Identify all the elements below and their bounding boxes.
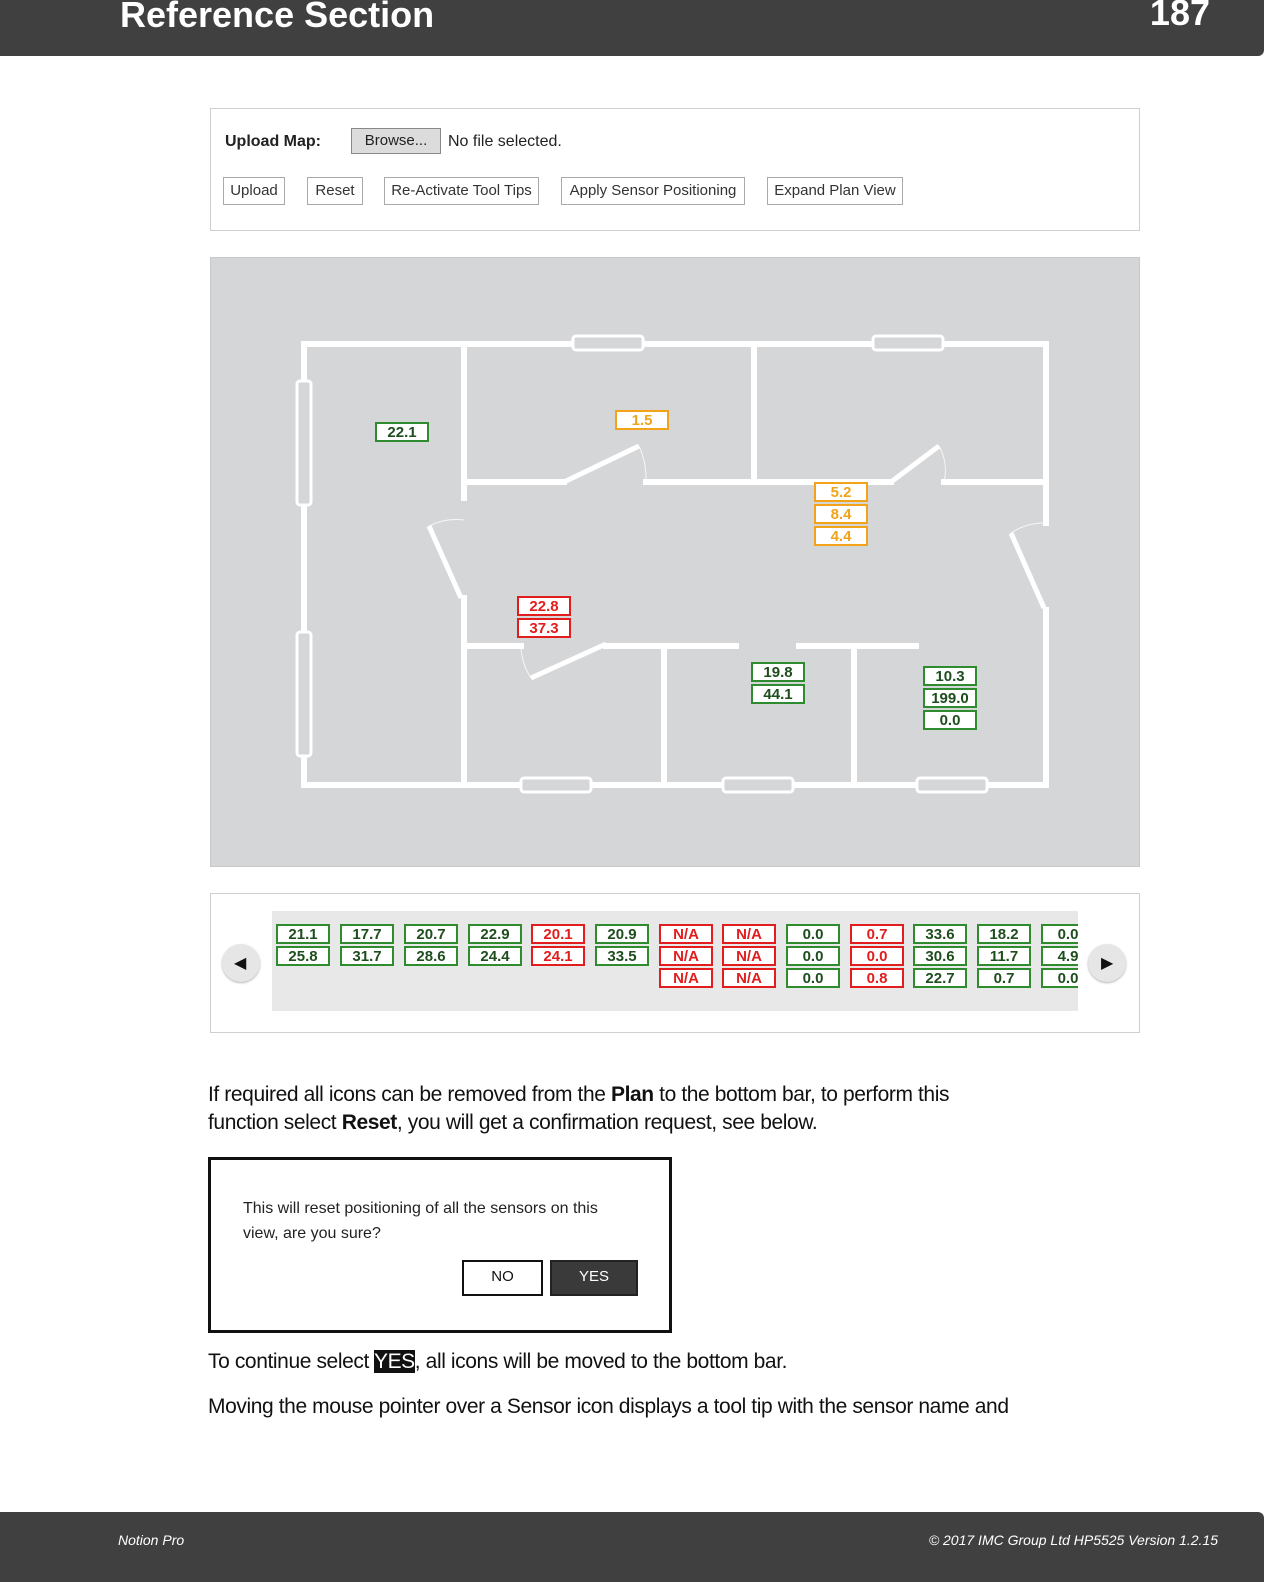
page-footer bbox=[0, 1512, 1264, 1582]
reset-button[interactable]: Reset bbox=[307, 177, 363, 205]
sensor-value: 11.7 bbox=[977, 946, 1031, 966]
bar-sensor[interactable] bbox=[595, 924, 649, 968]
sensor-value: 37.3 bbox=[517, 618, 571, 638]
paragraph-reset-1: If required all icons can be removed from the Plan to the bottom bar, to perform this bbox=[208, 1083, 950, 1106]
plan-sensor[interactable] bbox=[751, 662, 805, 706]
scroll-left-button[interactable] bbox=[222, 944, 260, 982]
sensor-value: N/A bbox=[722, 924, 776, 944]
scroll-right-button[interactable] bbox=[1088, 944, 1126, 982]
upload-map-label: Upload Map: bbox=[225, 133, 321, 150]
sensor-value: 20.9 bbox=[595, 924, 649, 944]
paragraph-reset-2: function select Reset, you will get a confirmation request, see below. bbox=[208, 1111, 818, 1134]
sensor-value: 22.8 bbox=[517, 596, 571, 616]
sensor-value: 1.5 bbox=[615, 410, 669, 430]
sensor-value: 0.0 bbox=[786, 924, 840, 944]
left-arrow-icon: ◀ bbox=[234, 955, 247, 972]
sensor-value: 25.8 bbox=[276, 946, 330, 966]
page-header bbox=[0, 0, 1264, 56]
sensor-value: 0.0 bbox=[850, 946, 904, 966]
sensor-value: 0.7 bbox=[977, 968, 1031, 988]
sensor-value: 0.8 bbox=[850, 968, 904, 988]
no-button[interactable]: NO bbox=[462, 1260, 543, 1296]
bar-sensor[interactable] bbox=[276, 924, 330, 968]
sensor-value: N/A bbox=[722, 968, 776, 988]
plan-sensor[interactable] bbox=[615, 410, 669, 432]
sensor-value: 33.6 bbox=[913, 924, 967, 944]
sensor-value: 4.9 bbox=[1041, 946, 1078, 966]
sensor-value: 22.1 bbox=[375, 422, 429, 442]
sensor-value: 0.0 bbox=[786, 968, 840, 988]
sensor-value: 33.5 bbox=[595, 946, 649, 966]
bar-sensor[interactable] bbox=[913, 924, 967, 990]
sensor-value: 21.1 bbox=[276, 924, 330, 944]
section-title: Reference Section bbox=[120, 0, 435, 35]
bar-sensor[interactable] bbox=[977, 924, 1031, 990]
sensor-bottom-bar bbox=[210, 893, 1140, 1033]
bar-sensor[interactable] bbox=[850, 924, 904, 990]
footer-product: Notion Pro bbox=[118, 1532, 185, 1548]
upload-map-panel bbox=[210, 108, 1140, 231]
sensor-value: 0.0 bbox=[786, 946, 840, 966]
sensor-value: N/A bbox=[659, 968, 713, 988]
sensor-value: 30.6 bbox=[913, 946, 967, 966]
sensor-value: N/A bbox=[722, 946, 776, 966]
plan-sensor[interactable] bbox=[517, 596, 571, 640]
bar-sensor[interactable] bbox=[786, 924, 840, 990]
sensor-value: 20.7 bbox=[404, 924, 458, 944]
sensor-strip bbox=[272, 911, 1078, 1011]
sensor-value: 24.4 bbox=[468, 946, 522, 966]
sensor-value: 10.3 bbox=[923, 666, 977, 686]
right-arrow-icon: ▶ bbox=[1101, 955, 1114, 972]
sensor-value: 17.7 bbox=[340, 924, 394, 944]
plan-sensor[interactable] bbox=[923, 666, 977, 732]
plan-sensor[interactable] bbox=[814, 482, 868, 548]
plan-sensor[interactable] bbox=[375, 422, 429, 444]
apply-sensor-positioning-button[interactable]: Apply Sensor Positioning bbox=[561, 177, 745, 205]
sensor-value: N/A bbox=[659, 924, 713, 944]
reset-confirmation-dialog bbox=[208, 1157, 672, 1333]
sensor-value: 22.7 bbox=[913, 968, 967, 988]
bar-sensor[interactable] bbox=[659, 924, 713, 990]
paragraph-tooltip: Moving the mouse pointer over a Sensor icon displays a tool tip with the sensor name and bbox=[208, 1395, 1009, 1418]
paragraph-continue: To continue select YES, all icons will be moved to the bottom bar. bbox=[208, 1350, 788, 1373]
sensor-value: 5.2 bbox=[814, 482, 868, 502]
footer-copyright: © 2017 IMC Group Ltd HP5525 Version 1.2.15 bbox=[928, 1532, 1218, 1548]
yes-button[interactable]: YES bbox=[550, 1260, 638, 1296]
yes-highlight: YES bbox=[373, 1350, 415, 1373]
bar-sensor[interactable] bbox=[340, 924, 394, 968]
sensor-value: 0.0 bbox=[923, 710, 977, 730]
file-status: No file selected. bbox=[448, 133, 562, 150]
page-number: 187 bbox=[1149, 0, 1210, 33]
sensor-value: 0.0 bbox=[1041, 924, 1078, 944]
sensor-value: 0.0 bbox=[1041, 968, 1078, 988]
sensor-value: 4.4 bbox=[814, 526, 868, 546]
sensor-value: 18.2 bbox=[977, 924, 1031, 944]
sensor-value: 8.4 bbox=[814, 504, 868, 524]
sensor-value: 199.0 bbox=[923, 688, 977, 708]
sensor-value: 24.1 bbox=[531, 946, 585, 966]
bar-sensor[interactable] bbox=[531, 924, 585, 968]
sensor-value: 31.7 bbox=[340, 946, 394, 966]
upload-button[interactable]: Upload bbox=[223, 177, 285, 205]
sensor-value: 0.7 bbox=[850, 924, 904, 944]
sensor-value: 19.8 bbox=[751, 662, 805, 682]
floor-plan bbox=[210, 257, 1140, 867]
sensor-value: 28.6 bbox=[404, 946, 458, 966]
bar-sensor[interactable] bbox=[468, 924, 522, 968]
sensor-value: 44.1 bbox=[751, 684, 805, 704]
dialog-message: This will reset positioning of all the sensors on this view, are you sure? bbox=[243, 1200, 598, 1242]
expand-plan-view-button[interactable]: Expand Plan View bbox=[767, 177, 903, 205]
reactivate-tooltips-button[interactable]: Re-Activate Tool Tips bbox=[384, 177, 539, 205]
bar-sensor[interactable] bbox=[1041, 924, 1078, 990]
sensor-value: N/A bbox=[659, 946, 713, 966]
bar-sensor[interactable] bbox=[404, 924, 458, 968]
floor-plan-walls bbox=[211, 258, 1141, 868]
browse-button[interactable]: Browse... bbox=[351, 128, 441, 154]
bar-sensor[interactable] bbox=[722, 924, 776, 990]
sensor-value: 22.9 bbox=[468, 924, 522, 944]
sensor-value: 20.1 bbox=[531, 924, 585, 944]
